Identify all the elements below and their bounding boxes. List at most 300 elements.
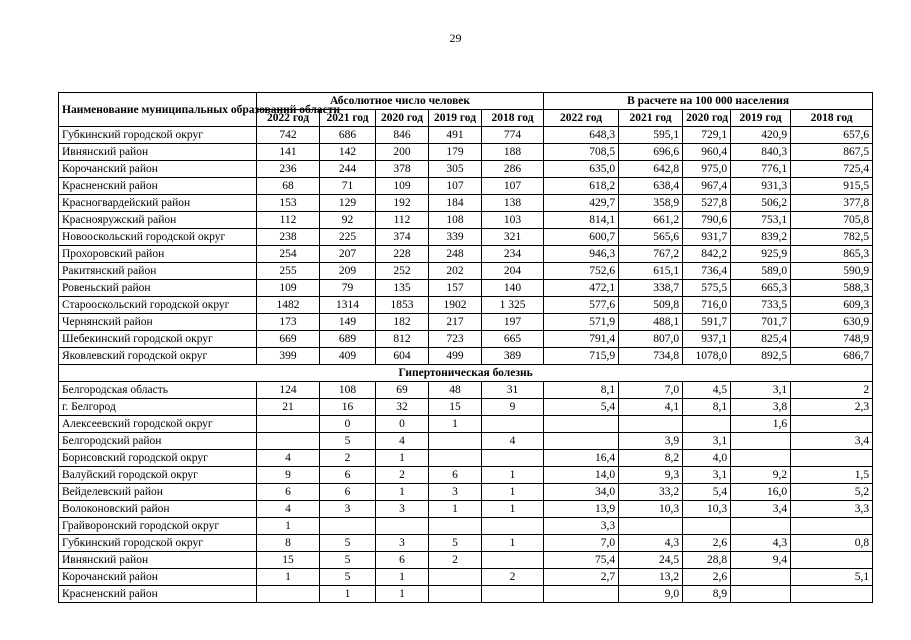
absolute-value-cell: 31 <box>482 382 544 399</box>
rate-value-cell: 600,7 <box>544 229 619 246</box>
rate-value-cell: 16,4 <box>544 450 619 467</box>
absolute-value-cell: 3 <box>320 501 376 518</box>
rate-value-cell: 16,0 <box>731 484 791 501</box>
absolute-value-cell: 339 <box>429 229 482 246</box>
absolute-value-cell: 1 <box>429 501 482 518</box>
table-row <box>59 229 873 246</box>
page-number: 29 <box>449 31 462 45</box>
rate-value-cell: 2,7 <box>544 569 619 586</box>
absolute-value-cell: 209 <box>320 263 376 280</box>
table-row <box>59 280 873 297</box>
rate-value-cell: 725,4 <box>791 161 873 178</box>
year-header: 2019 год <box>429 110 482 127</box>
absolute-value-cell: 669 <box>257 331 320 348</box>
rate-value-cell: 609,3 <box>791 297 873 314</box>
rate-value-cell <box>791 518 873 535</box>
table-row <box>59 246 873 263</box>
absolute-value-cell: 8 <box>257 535 320 552</box>
rate-value-cell: 509,8 <box>619 297 683 314</box>
row-name-cell: Губкинский городской округ <box>59 535 257 552</box>
rate-value-cell: 638,4 <box>619 178 683 195</box>
absolute-value-cell <box>376 518 429 535</box>
absolute-value-cell: 1 <box>482 501 544 518</box>
row-name-cell: Корочанский район <box>59 569 257 586</box>
absolute-value-cell: 0 <box>320 416 376 433</box>
absolute-value-cell: 112 <box>376 212 429 229</box>
rate-value-cell: 618,2 <box>544 178 619 195</box>
absolute-value-cell: 5 <box>320 535 376 552</box>
row-name-cell: Красненский район <box>59 586 257 603</box>
rate-value-cell: 575,5 <box>683 280 731 297</box>
absolute-value-cell: 140 <box>482 280 544 297</box>
absolute-value-cell: 107 <box>482 178 544 195</box>
row-name-cell: Алексеевский городской округ <box>59 416 257 433</box>
year-header: 2018 год <box>482 110 544 127</box>
year-header: 2020 год <box>683 110 731 127</box>
rate-value-cell: 946,3 <box>544 246 619 263</box>
year-header: 2019 год <box>731 110 791 127</box>
absolute-value-cell: 124 <box>257 382 320 399</box>
absolute-value-cell: 129 <box>320 195 376 212</box>
row-name-cell: Новооскольский городской округ <box>59 229 257 246</box>
rate-value-cell: 0,8 <box>791 535 873 552</box>
row-name-cell: Чернянский район <box>59 314 257 331</box>
rate-value-cell <box>731 450 791 467</box>
row-name-cell: Вейделевский район <box>59 484 257 501</box>
absolute-value-cell: 69 <box>376 382 429 399</box>
rate-value-cell: 967,4 <box>683 178 731 195</box>
absolute-value-cell: 1 325 <box>482 297 544 314</box>
absolute-value-cell: 305 <box>429 161 482 178</box>
absolute-value-cell: 192 <box>376 195 429 212</box>
absolute-value-cell <box>482 518 544 535</box>
absolute-value-cell: 2 <box>320 450 376 467</box>
rate-value-cell: 716,0 <box>683 297 731 314</box>
row-name-cell: Валуйский городской округ <box>59 467 257 484</box>
table-row <box>59 144 873 161</box>
absolute-value-cell: 107 <box>429 178 482 195</box>
absolute-group-header: Абсолютное число человек <box>257 93 544 110</box>
absolute-value-cell: 15 <box>257 552 320 569</box>
rate-value-cell: 24,5 <box>619 552 683 569</box>
absolute-value-cell: 182 <box>376 314 429 331</box>
absolute-value-cell: 665 <box>482 331 544 348</box>
rate-value-cell: 5,2 <box>791 484 873 501</box>
absolute-value-cell: 491 <box>429 127 482 144</box>
rate-value-cell: 615,1 <box>619 263 683 280</box>
row-name-cell: г. Белгород <box>59 399 257 416</box>
rate-value-cell: 5,4 <box>544 399 619 416</box>
absolute-value-cell: 1 <box>482 484 544 501</box>
rate-value-cell: 715,9 <box>544 348 619 365</box>
absolute-value-cell: 686 <box>320 127 376 144</box>
group-header-row <box>59 93 873 110</box>
row-name-cell: Ивнянский район <box>59 144 257 161</box>
rate-value-cell: 7,0 <box>544 535 619 552</box>
absolute-value-cell <box>482 552 544 569</box>
year-header: 2020 год <box>376 110 429 127</box>
absolute-value-cell: 409 <box>320 348 376 365</box>
table-row <box>59 484 873 501</box>
absolute-value-cell: 1 <box>320 586 376 603</box>
absolute-value-cell: 225 <box>320 229 376 246</box>
rate-value-cell: 4,3 <box>731 535 791 552</box>
table-row <box>59 195 873 212</box>
absolute-value-cell <box>429 569 482 586</box>
rate-value-cell: 595,1 <box>619 127 683 144</box>
absolute-value-cell: 774 <box>482 127 544 144</box>
rate-value-cell: 34,0 <box>544 484 619 501</box>
row-name-cell: Краснояружский район <box>59 212 257 229</box>
rate-value-cell: 9,0 <box>619 586 683 603</box>
row-name-cell: Ракитянский район <box>59 263 257 280</box>
rate-value-cell: 5,1 <box>791 569 873 586</box>
rate-value-cell: 661,2 <box>619 212 683 229</box>
row-name-cell: Ивнянский район <box>59 552 257 569</box>
row-name-cell: Ровеньский район <box>59 280 257 297</box>
absolute-value-cell: 149 <box>320 314 376 331</box>
absolute-value-cell: 153 <box>257 195 320 212</box>
rate-value-cell: 975,0 <box>683 161 731 178</box>
absolute-value-cell <box>429 586 482 603</box>
absolute-value-cell: 204 <box>482 263 544 280</box>
rate-value-cell: 701,7 <box>731 314 791 331</box>
rate-value-cell: 590,9 <box>791 263 873 280</box>
absolute-value-cell <box>320 518 376 535</box>
rate-value-cell <box>683 416 731 433</box>
rate-value-cell: 867,5 <box>791 144 873 161</box>
rate-value-cell: 377,8 <box>791 195 873 212</box>
absolute-value-cell: 16 <box>320 399 376 416</box>
rate-value-cell: 635,0 <box>544 161 619 178</box>
absolute-value-cell: 4 <box>257 501 320 518</box>
year-header: 2018 год <box>791 110 873 127</box>
rate-value-cell: 648,3 <box>544 127 619 144</box>
rate-value-cell: 28,8 <box>683 552 731 569</box>
rate-value-cell: 630,9 <box>791 314 873 331</box>
row-name-cell: Красногвардейский район <box>59 195 257 212</box>
row-name-cell: Прохоровский район <box>59 246 257 263</box>
row-name-cell: Яковлевский городской округ <box>59 348 257 365</box>
rate-group-header: В расчете на 100 000 населения <box>544 93 873 110</box>
absolute-value-cell: 5 <box>320 552 376 569</box>
table-body-part1 <box>59 127 873 365</box>
table-row <box>59 416 873 433</box>
rate-value-cell: 358,9 <box>619 195 683 212</box>
rate-value-cell <box>791 552 873 569</box>
absolute-value-cell: 9 <box>257 467 320 484</box>
rate-value-cell: 420,9 <box>731 127 791 144</box>
absolute-value-cell: 142 <box>320 144 376 161</box>
rate-value-cell: 752,6 <box>544 263 619 280</box>
rate-value-cell: 2,6 <box>683 535 731 552</box>
rate-value-cell: 2,6 <box>683 569 731 586</box>
absolute-value-cell <box>482 586 544 603</box>
table-row <box>59 535 873 552</box>
absolute-value-cell: 5 <box>320 433 376 450</box>
absolute-value-cell <box>257 586 320 603</box>
absolute-value-cell: 108 <box>320 382 376 399</box>
table-row <box>59 331 873 348</box>
rate-value-cell: 472,1 <box>544 280 619 297</box>
rate-value-cell <box>619 518 683 535</box>
row-name-cell: Белгородская область <box>59 382 257 399</box>
absolute-value-cell <box>257 433 320 450</box>
absolute-value-cell: 3 <box>376 501 429 518</box>
rate-value-cell <box>791 416 873 433</box>
rate-value-cell: 5,4 <box>683 484 731 501</box>
rate-value-cell: 9,4 <box>731 552 791 569</box>
absolute-value-cell: 5 <box>320 569 376 586</box>
absolute-value-cell: 1 <box>482 535 544 552</box>
rate-value-cell: 4,1 <box>619 399 683 416</box>
absolute-value-cell: 71 <box>320 178 376 195</box>
rate-value-cell: 3,3 <box>544 518 619 535</box>
absolute-value-cell: 68 <box>257 178 320 195</box>
absolute-value-cell: 135 <box>376 280 429 297</box>
absolute-value-cell: 248 <box>429 246 482 263</box>
table-row <box>59 127 873 144</box>
absolute-value-cell: 1853 <box>376 297 429 314</box>
absolute-value-cell: 197 <box>482 314 544 331</box>
table-row <box>59 263 873 280</box>
section-body <box>59 365 873 382</box>
rate-value-cell: 925,9 <box>731 246 791 263</box>
absolute-value-cell: 2 <box>482 569 544 586</box>
absolute-value-cell: 499 <box>429 348 482 365</box>
absolute-value-cell: 4 <box>257 450 320 467</box>
rate-value-cell: 892,5 <box>731 348 791 365</box>
year-header: 2021 год <box>320 110 376 127</box>
absolute-value-cell: 234 <box>482 246 544 263</box>
name-column-header: Наименование муниципальных образований области <box>59 93 257 127</box>
row-name-cell: Корочанский район <box>59 161 257 178</box>
rate-value-cell: 4,5 <box>683 382 731 399</box>
rate-value-cell: 3,8 <box>731 399 791 416</box>
row-name-cell: Грайворонский городской округ <box>59 518 257 535</box>
absolute-value-cell: 32 <box>376 399 429 416</box>
row-name-cell: Старооскольский городской округ <box>59 297 257 314</box>
rate-value-cell: 915,5 <box>791 178 873 195</box>
rate-value-cell: 1,5 <box>791 467 873 484</box>
rate-value-cell: 736,4 <box>683 263 731 280</box>
table-row <box>59 348 873 365</box>
row-name-cell: Белгородский район <box>59 433 257 450</box>
table-row <box>59 467 873 484</box>
absolute-value-cell: 321 <box>482 229 544 246</box>
absolute-value-cell: 1 <box>257 569 320 586</box>
rate-value-cell: 3,1 <box>683 433 731 450</box>
table-row <box>59 586 873 603</box>
year-header: 2021 год <box>619 110 683 127</box>
rate-value-cell: 8,9 <box>683 586 731 603</box>
absolute-value-cell: 217 <box>429 314 482 331</box>
absolute-value-cell: 112 <box>257 212 320 229</box>
absolute-value-cell: 15 <box>429 399 482 416</box>
rate-value-cell <box>731 433 791 450</box>
table-row <box>59 552 873 569</box>
absolute-value-cell: 4 <box>482 433 544 450</box>
rate-value-cell: 708,5 <box>544 144 619 161</box>
absolute-value-cell: 141 <box>257 144 320 161</box>
rate-value-cell: 7,0 <box>619 382 683 399</box>
rate-value-cell: 8,2 <box>619 450 683 467</box>
absolute-value-cell: 374 <box>376 229 429 246</box>
rate-value-cell <box>544 586 619 603</box>
absolute-value-cell: 1902 <box>429 297 482 314</box>
rate-value-cell: 776,1 <box>731 161 791 178</box>
rate-value-cell: 565,6 <box>619 229 683 246</box>
absolute-value-cell: 1482 <box>257 297 320 314</box>
absolute-value-cell: 389 <box>482 348 544 365</box>
absolute-value-cell: 6 <box>376 552 429 569</box>
rate-value-cell: 571,9 <box>544 314 619 331</box>
rate-value-cell: 729,1 <box>683 127 731 144</box>
absolute-value-cell: 2 <box>429 552 482 569</box>
absolute-value-cell: 6 <box>320 467 376 484</box>
absolute-value-cell <box>482 416 544 433</box>
absolute-value-cell: 2 <box>376 467 429 484</box>
row-name-cell: Шебекинский городской округ <box>59 331 257 348</box>
absolute-value-cell: 92 <box>320 212 376 229</box>
rate-value-cell: 3,9 <box>619 433 683 450</box>
absolute-value-cell: 1 <box>376 450 429 467</box>
rate-value-cell <box>791 586 873 603</box>
rate-value-cell: 3,4 <box>791 433 873 450</box>
absolute-value-cell: 48 <box>429 382 482 399</box>
rate-value-cell: 865,3 <box>791 246 873 263</box>
absolute-value-cell: 207 <box>320 246 376 263</box>
rate-value-cell: 686,7 <box>791 348 873 365</box>
rate-value-cell: 577,6 <box>544 297 619 314</box>
table-row <box>59 161 873 178</box>
year-header: 2022 год <box>544 110 619 127</box>
rate-value-cell: 429,7 <box>544 195 619 212</box>
absolute-value-cell: 812 <box>376 331 429 348</box>
table-row <box>59 178 873 195</box>
rate-value-cell <box>544 433 619 450</box>
rate-value-cell: 9,3 <box>619 467 683 484</box>
rate-value-cell: 588,3 <box>791 280 873 297</box>
absolute-value-cell: 179 <box>429 144 482 161</box>
absolute-value-cell <box>429 433 482 450</box>
rate-value-cell: 840,3 <box>731 144 791 161</box>
rate-value-cell: 814,1 <box>544 212 619 229</box>
rate-value-cell: 3,4 <box>731 501 791 518</box>
absolute-value-cell: 157 <box>429 280 482 297</box>
rate-value-cell: 748,9 <box>791 331 873 348</box>
section-title: Гипертоническая болезнь <box>59 365 873 382</box>
absolute-value-cell: 286 <box>482 161 544 178</box>
absolute-value-cell: 1 <box>257 518 320 535</box>
absolute-value-cell: 138 <box>482 195 544 212</box>
absolute-value-cell: 202 <box>429 263 482 280</box>
absolute-value-cell: 21 <box>257 399 320 416</box>
absolute-value-cell: 6 <box>429 467 482 484</box>
rate-value-cell: 807,0 <box>619 331 683 348</box>
rate-value-cell: 4,3 <box>619 535 683 552</box>
absolute-value-cell: 109 <box>257 280 320 297</box>
rate-value-cell: 338,7 <box>619 280 683 297</box>
rate-value-cell: 839,2 <box>731 229 791 246</box>
absolute-value-cell: 399 <box>257 348 320 365</box>
absolute-value-cell: 188 <box>482 144 544 161</box>
rate-value-cell: 506,2 <box>731 195 791 212</box>
rate-value-cell: 657,6 <box>791 127 873 144</box>
table-row <box>59 501 873 518</box>
row-name-cell: Губкинский городской округ <box>59 127 257 144</box>
rate-value-cell: 1078,0 <box>683 348 731 365</box>
absolute-value-cell: 1 <box>376 586 429 603</box>
rate-value-cell: 696,6 <box>619 144 683 161</box>
rate-value-cell: 8,1 <box>683 399 731 416</box>
rate-value-cell: 790,6 <box>683 212 731 229</box>
table-body-part2 <box>59 382 873 603</box>
rate-value-cell: 767,2 <box>619 246 683 263</box>
rate-value-cell: 13,9 <box>544 501 619 518</box>
absolute-value-cell: 1 <box>429 416 482 433</box>
absolute-value-cell: 3 <box>429 484 482 501</box>
rate-value-cell: 842,2 <box>683 246 731 263</box>
absolute-value-cell: 252 <box>376 263 429 280</box>
absolute-value-cell: 6 <box>257 484 320 501</box>
absolute-value-cell: 255 <box>257 263 320 280</box>
table-row <box>59 382 873 399</box>
absolute-value-cell: 108 <box>429 212 482 229</box>
rate-value-cell: 10,3 <box>619 501 683 518</box>
absolute-value-cell: 6 <box>320 484 376 501</box>
absolute-value-cell: 1 <box>376 569 429 586</box>
rate-value-cell <box>731 586 791 603</box>
table-row <box>59 433 873 450</box>
table-row <box>59 297 873 314</box>
absolute-value-cell: 173 <box>257 314 320 331</box>
section-row <box>59 365 873 382</box>
absolute-value-cell <box>257 416 320 433</box>
absolute-value-cell: 103 <box>482 212 544 229</box>
rate-value-cell: 782,5 <box>791 229 873 246</box>
absolute-value-cell: 0 <box>376 416 429 433</box>
absolute-value-cell: 723 <box>429 331 482 348</box>
absolute-value-cell: 3 <box>376 535 429 552</box>
absolute-value-cell <box>482 450 544 467</box>
absolute-value-cell: 244 <box>320 161 376 178</box>
absolute-value-cell: 4 <box>376 433 429 450</box>
year-header: 2022 год <box>257 110 320 127</box>
rate-value-cell: 825,4 <box>731 331 791 348</box>
rate-value-cell <box>791 450 873 467</box>
row-name-cell: Красненский район <box>59 178 257 195</box>
rate-value-cell: 3,3 <box>791 501 873 518</box>
absolute-value-cell: 689 <box>320 331 376 348</box>
rate-value-cell: 591,7 <box>683 314 731 331</box>
absolute-value-cell: 846 <box>376 127 429 144</box>
rate-value-cell: 2 <box>791 382 873 399</box>
absolute-value-cell: 1314 <box>320 297 376 314</box>
rate-value-cell: 527,8 <box>683 195 731 212</box>
rate-value-cell <box>544 416 619 433</box>
table-row <box>59 314 873 331</box>
absolute-value-cell: 238 <box>257 229 320 246</box>
rate-value-cell: 791,4 <box>544 331 619 348</box>
rate-value-cell: 2,3 <box>791 399 873 416</box>
rate-value-cell: 733,5 <box>731 297 791 314</box>
rate-value-cell: 937,1 <box>683 331 731 348</box>
table-row <box>59 569 873 586</box>
absolute-value-cell: 5 <box>429 535 482 552</box>
rate-value-cell <box>731 569 791 586</box>
rate-value-cell: 960,4 <box>683 144 731 161</box>
